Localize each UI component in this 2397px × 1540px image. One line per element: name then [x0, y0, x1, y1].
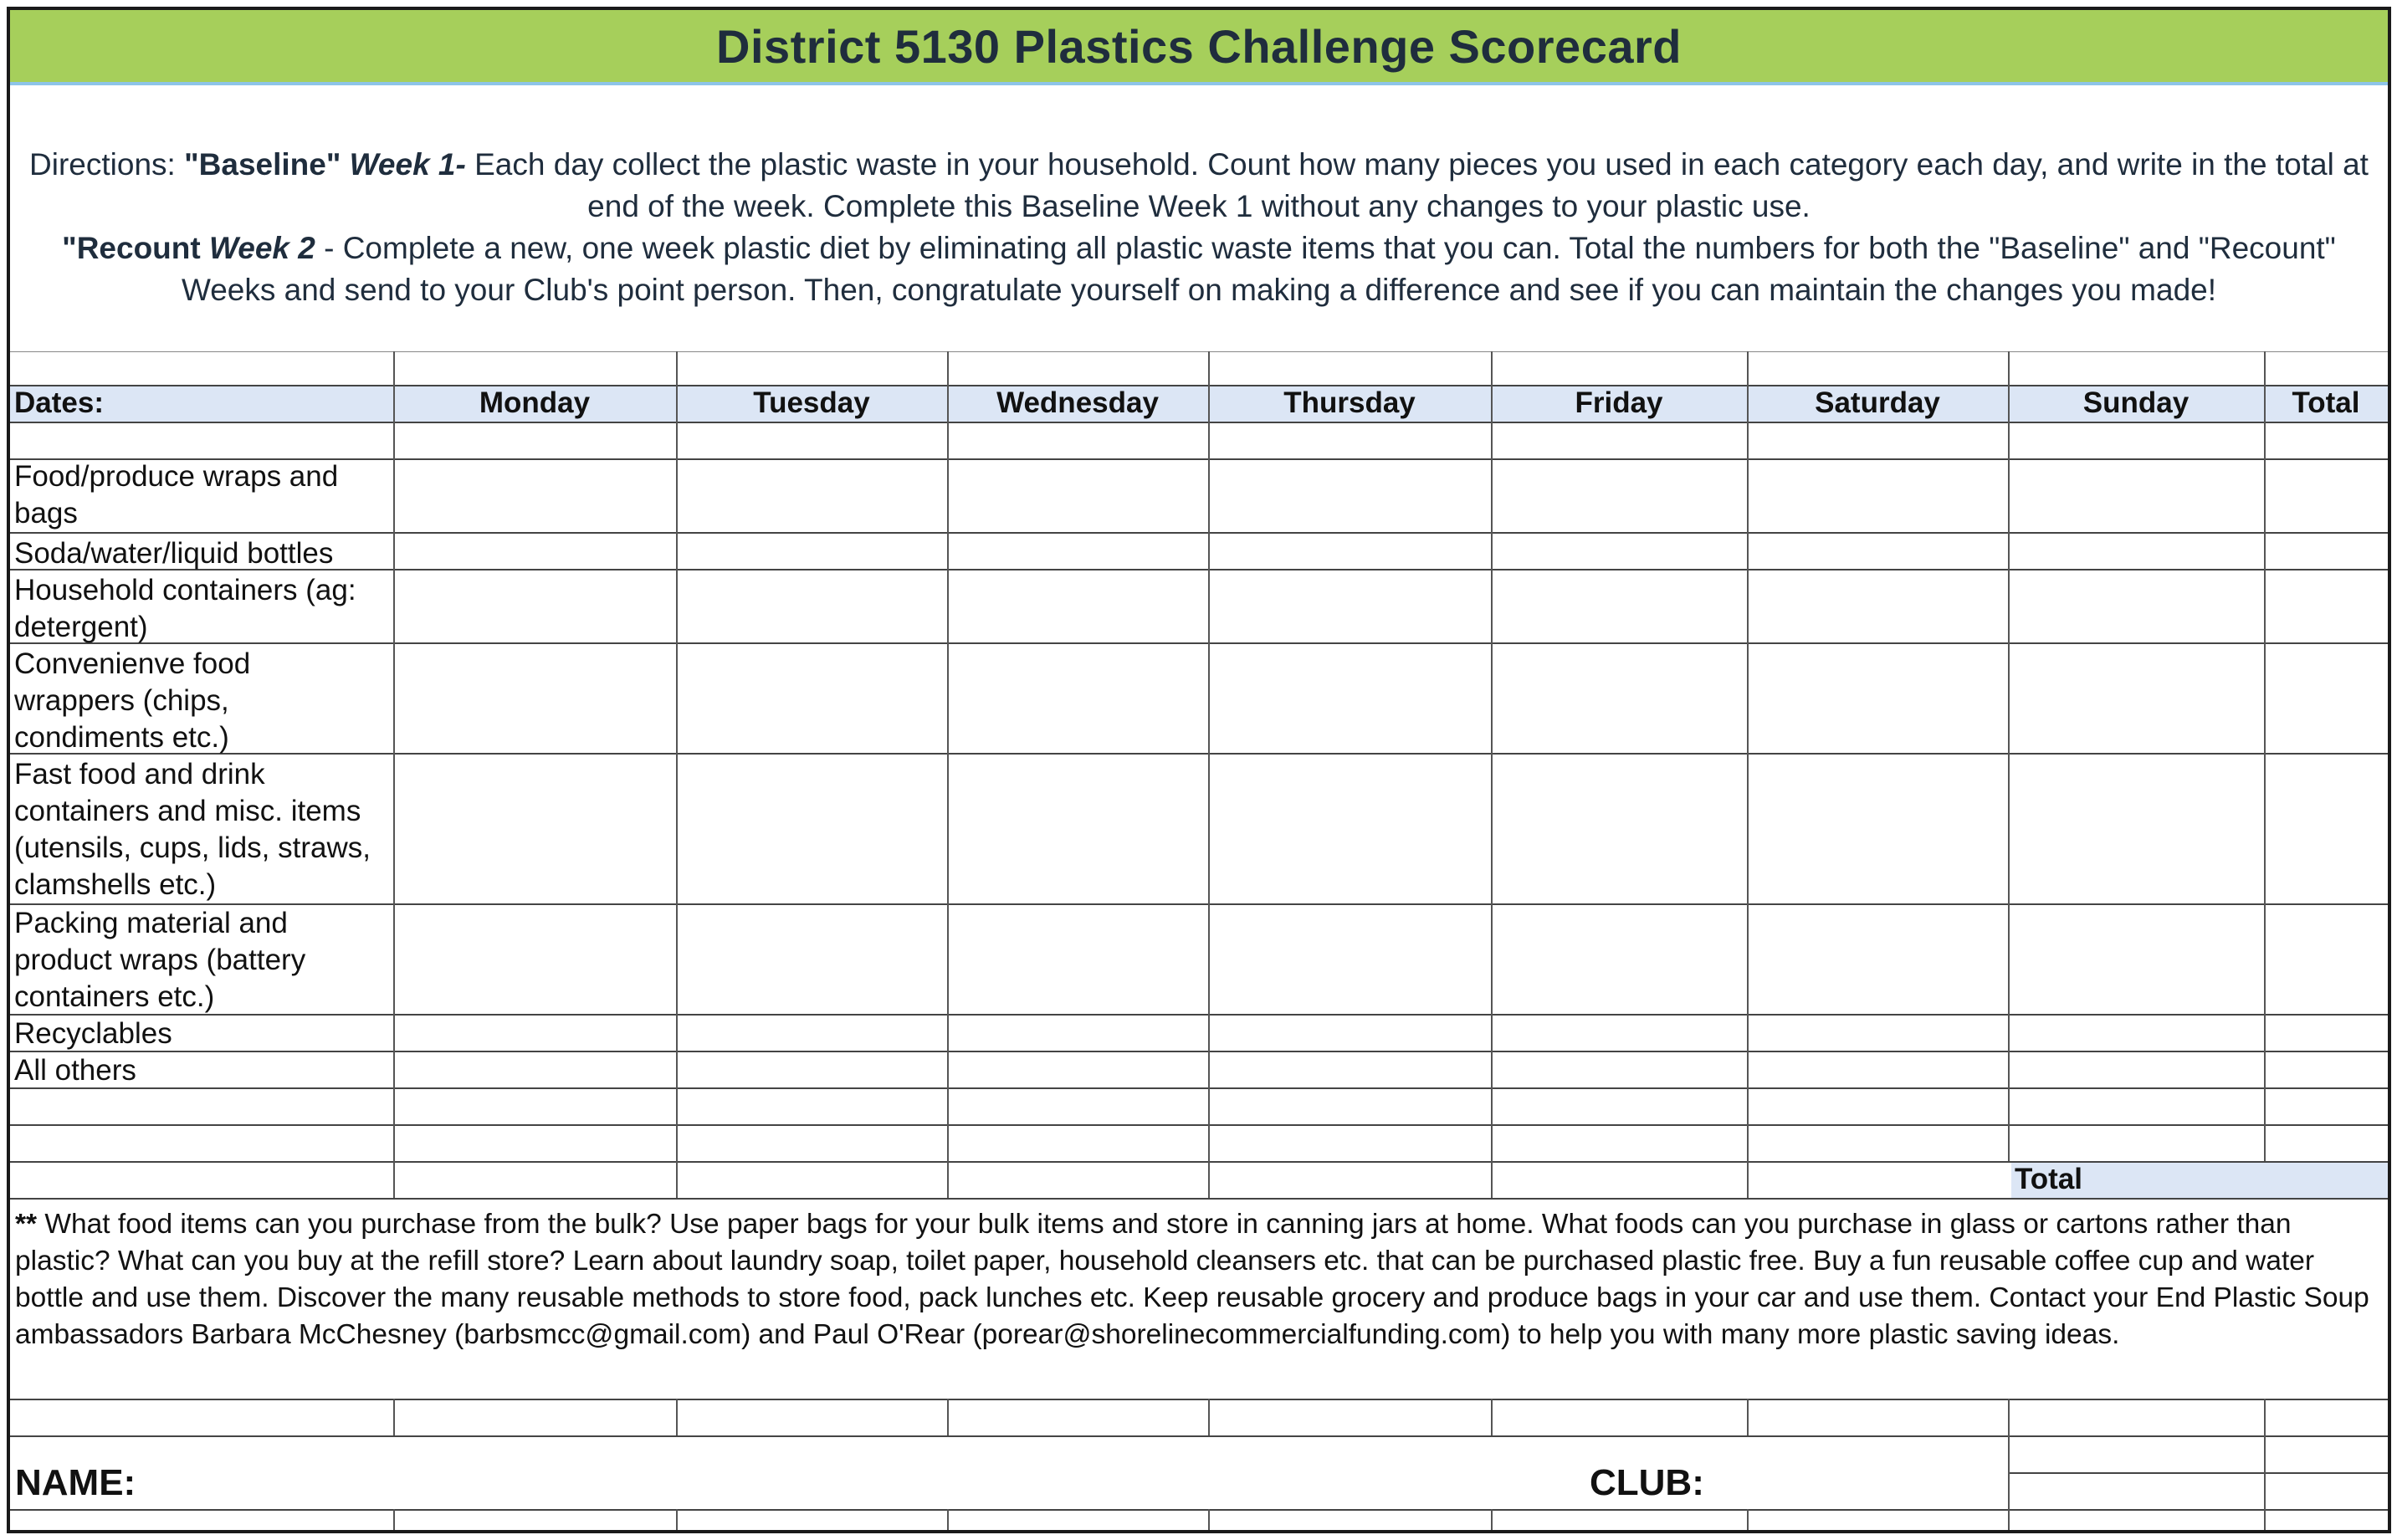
- grid-vline: [1208, 351, 1210, 1198]
- row-label-all-others: All others: [14, 1054, 136, 1087]
- club-label: CLUB:: [1590, 1462, 1704, 1503]
- grid-vline: [2008, 1509, 2010, 1530]
- row-label-household-containers: Household containers (ag: detergent): [14, 574, 356, 643]
- grid-vline: [2264, 1435, 2266, 1509]
- dates-label: Dates:: [14, 386, 104, 419]
- grid-vline: [1491, 351, 1493, 1198]
- grid-vline: [1208, 1399, 1210, 1435]
- notes-marker: **: [15, 1209, 38, 1240]
- grid-vline: [2264, 1399, 2266, 1435]
- grid-hline: [10, 422, 2388, 423]
- grid-vline: [676, 1399, 678, 1435]
- title-bar: [10, 10, 2388, 85]
- grid-vline: [393, 1509, 395, 1530]
- grid-vline: [2264, 1509, 2266, 1530]
- grid-vline: [947, 1509, 949, 1530]
- column-header-monday: Monday: [479, 386, 591, 419]
- grid-vline: [1747, 1509, 1749, 1530]
- column-header-total: Total: [2292, 386, 2360, 419]
- grid-hline: [10, 532, 2388, 534]
- baseline-label: "Baseline": [184, 147, 341, 182]
- grid-vline: [947, 1399, 949, 1435]
- notes-text: What food items can you purchase from the bulk? Use paper bags for your bulk items and store in canning jars at home. What foods can you purchase in glass or cartons rather than plastic? What can you buy at the refill store? Learn about laundry soap, toilet paper, household cleansers etc. that can be purchased plastic free. Buy a fun reusable coffee cup and water bottle and use them. Discover the many reusable methods to store food, pack lunches etc. Keep reusable grocery and produce bags in your car and use them. Contact your End Plastic Soup ambassadors Barbara McChesney (barbsmcc@gmail.com) and Paul O'Rear (porear@shorelinecommercialfunding.com) to help you with many more plastic saving ideas.: [15, 1209, 2369, 1350]
- recount-text: - Complete a new, one week plastic diet by eliminating all plastic waste items that you can. Total the numbers for both the "Baseline" and "Recount" Weeks and send to your Club's point person. Then, congratulate yourself on making a difference and see if you can maintain the changes you made!: [181, 231, 2336, 307]
- grid-hline: [2008, 1472, 2388, 1474]
- grid-vline: [1208, 1509, 1210, 1530]
- grid-vline: [2008, 351, 2010, 1161]
- row-label-bottles: Soda/water/liquid bottles: [14, 537, 334, 570]
- grid-vline: [676, 1509, 678, 1530]
- grid-hline: [10, 351, 2388, 352]
- grid-vline: [2008, 1435, 2010, 1509]
- grid-vline: [676, 351, 678, 1198]
- grid-hline: [10, 1435, 2388, 1437]
- tips-notes: [15, 1206, 2371, 1353]
- grid-vline: [2264, 351, 2266, 1161]
- grid-hline: [10, 903, 2388, 905]
- column-header-friday: Friday: [1575, 386, 1663, 419]
- grid-hline: [10, 1198, 2388, 1200]
- directions-lead: Directions:: [29, 147, 185, 182]
- grand-total-label: Total: [2015, 1163, 2083, 1195]
- grid-vline: [1491, 1399, 1493, 1435]
- grid-hline: [10, 1124, 2388, 1126]
- grid-vline: [1491, 1509, 1493, 1530]
- column-header-tuesday: Tuesday: [753, 386, 870, 419]
- column-header-sunday: Sunday: [2082, 386, 2190, 419]
- row-label-food-wraps: Food/produce wraps and bags: [14, 460, 339, 530]
- grid-vline: [1747, 1399, 1749, 1435]
- name-label: NAME:: [15, 1462, 136, 1503]
- column-header-saturday: Saturday: [1815, 386, 1940, 419]
- row-label-convenience-wrappers: Convenienve food wrappers (chips, condiments etc.): [14, 647, 251, 754]
- grid-vline: [393, 1399, 395, 1435]
- row-label-packing-material: Packing material and product wraps (battery containers etc.): [14, 907, 306, 1013]
- scorecard-sheet: [7, 7, 2391, 1533]
- directions: [27, 144, 2371, 311]
- recount-week: Week 2: [200, 231, 315, 265]
- baseline-week: Week 1-: [341, 147, 466, 182]
- grid-vline: [947, 351, 949, 1198]
- baseline-text: Each day collect the plastic waste in your household. Count how many pieces you used in each category each day, and write in the total at end of the week. Complete this Baseline Week 1 without any changes to your plastic use.: [465, 147, 2369, 223]
- row-label-fast-food: Fast food and drink containers and misc. items (utensils, cups, lids, straws, clamshells etc.): [14, 758, 371, 901]
- row-label-recyclables: Recyclables: [14, 1017, 172, 1050]
- grid-hline: [10, 753, 2388, 755]
- column-header-thursday: Thursday: [1283, 386, 1416, 419]
- grid-vline: [2008, 1399, 2010, 1435]
- page-title: District 5130 Plastics Challenge Scorecard: [716, 19, 1682, 73]
- grid-hline: [10, 1399, 2388, 1400]
- grid-vline: [1747, 351, 1749, 1198]
- column-header-wednesday: Wednesday: [996, 386, 1159, 419]
- grid-hline: [10, 1509, 2388, 1511]
- recount-label: "Recount: [62, 231, 201, 265]
